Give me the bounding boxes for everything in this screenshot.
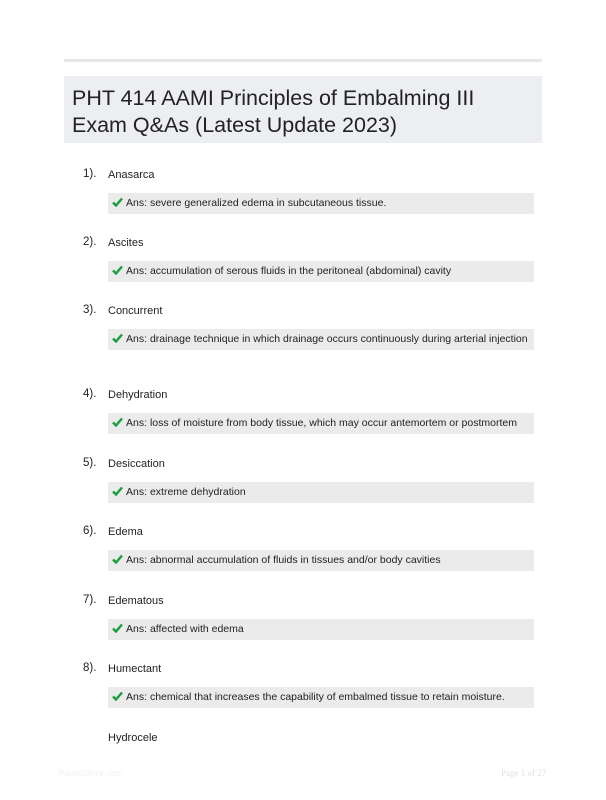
top-divider [64,59,542,62]
item-number: 2). [83,236,97,248]
item-term: Anasarca [108,169,155,181]
answer-box [108,413,534,434]
answer-box [108,193,534,214]
check-icon [112,197,123,207]
item-term: Humectant [108,663,162,675]
item-number: 8). [83,662,97,674]
check-icon [112,623,123,633]
answer-text: accumulation of serous fluids in the peritoneal (abdominal) cavity [149,265,452,277]
item-number: 5). [83,457,97,469]
item-number: 1). [83,168,97,180]
page-title: PHT 414 AAMI Principles of Embalming III Exam Q&As (Latest Update 2023) [72,86,475,137]
check-icon [112,333,123,343]
answer-box [108,261,534,282]
answer-prefix: Ans: [126,623,148,635]
answer-text: affected with edema [149,623,244,635]
item-number: 6). [83,525,97,537]
check-icon [112,486,123,496]
item-term: Dehydration [108,389,168,401]
answer-box [108,687,534,708]
answer-text: chemical that increases the capability of embalmed tissue to retain moisture. [149,691,505,703]
answer-box [108,329,534,350]
answer-prefix: Ans: [126,197,148,209]
title-box [64,76,542,143]
item-term: Hydrocele [108,732,158,744]
item-number: 7). [83,594,97,606]
check-icon [112,417,123,427]
answer-text: drainage technique in which drainage occurs continuously during arterial injection [149,333,528,345]
item-term: Edema [108,526,143,538]
answer-text: abnormal accumulation of fluids in tissues and/or body cavities [149,554,441,566]
check-icon [112,691,123,701]
page-number: Page 1 of 27 [501,768,547,778]
check-icon [112,554,123,564]
answer-prefix: Ans: [126,691,148,703]
item-term: Edematous [108,595,164,607]
item-number: 3). [83,304,97,316]
answer-prefix: Ans: [126,265,148,277]
answer-prefix: Ans: [126,333,148,345]
answer-box [108,550,534,571]
check-icon [112,265,123,275]
answer-text: loss of moisture from body tissue, which may occur antemortem or postmortem [149,417,517,429]
item-term: Desiccation [108,458,165,470]
item-number: 4). [83,388,97,400]
answer-box [108,482,534,503]
answer-box [108,619,534,640]
answer-prefix: Ans: [126,554,148,566]
item-term: Ascites [108,237,144,249]
answer-text: extreme dehydration [149,486,246,498]
item-term: Concurrent [108,305,163,317]
answer-prefix: Ans: [126,486,148,498]
footer-watermark: PaperStore.com [58,768,124,778]
answer-text: severe generalized edema in subcutaneous tissue. [149,197,387,209]
answer-prefix: Ans: [126,417,148,429]
